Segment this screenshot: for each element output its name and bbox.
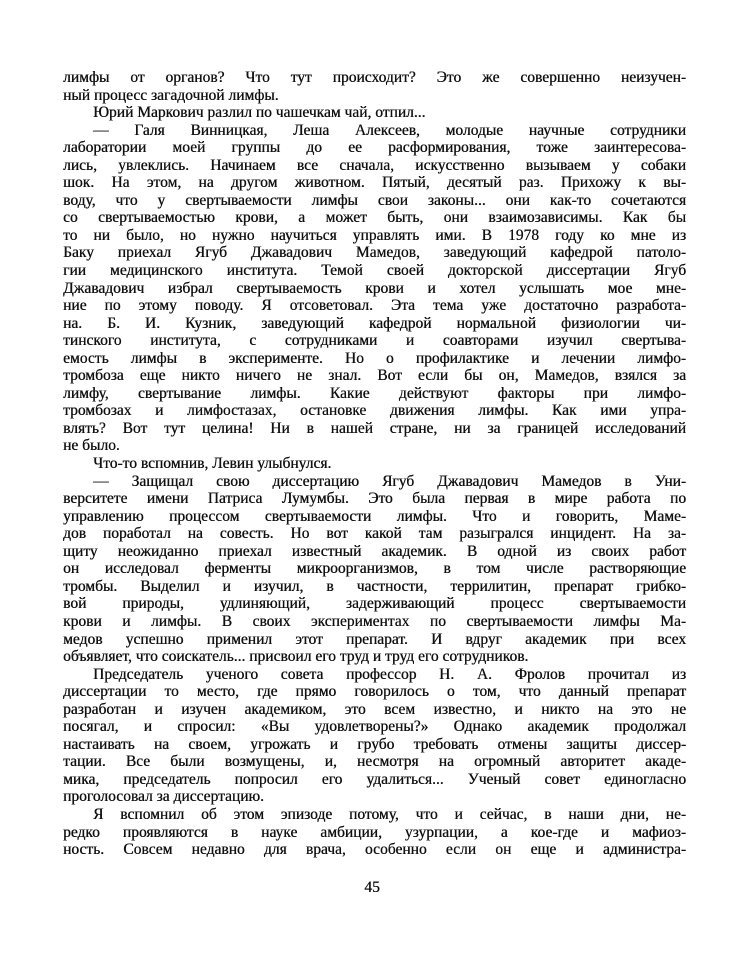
paragraph (63, 806, 686, 859)
paragraph (63, 122, 686, 455)
text-line: — Галя Винницкая, Леша Алексеев, молодые научные сотрудники (93, 121, 686, 139)
text-line: лимфу, свертывание лимфы. Какие действуют факторы при лимфо- (63, 384, 686, 402)
text-line: щиту неожиданно приехал известный академик. В одной из своих работ (63, 542, 686, 560)
text-line: мика, председатель попросил его удалиться... Ученый совет единогласно (63, 770, 686, 788)
text-line: — Защищал свою диссертацию Ягуб Джавадович Мамедов в Уни- (93, 472, 686, 490)
text-line: настаивать на своем, угрожать и грубо требовать отмены защиты диссер- (63, 735, 686, 753)
text-line: медов успешно применил этот препарат. И вдруг академик при всех (63, 630, 686, 648)
text-line: Председатель ученого совета профессор Н. А. Фролов прочитал из (93, 665, 686, 683)
text-line: шок. На этом, на другом животном. Пятый, десятый раз. Прихожу к вы- (63, 174, 686, 192)
text-line: со свертываемостью крови, а может быть, они взаимозависимы. Как бы (63, 209, 686, 227)
text-line: гии медицинского института. Темой своей докторской диссертации Ягуб (63, 262, 686, 280)
text-line: тромбозах и лимфостазах, остановке движения лимфы. Как ими упра- (63, 402, 686, 420)
text-line: ние по этому поводу. Я отсоветовал. Эта тема уже достаточно разработа- (63, 297, 686, 315)
text-line: тации. Все были возмущены, и, несмотря на огромный авторитет акаде- (63, 753, 686, 771)
text-line: Юрий Маркович разлил по чашечкам чай, отпил... (93, 104, 426, 122)
text-line: разработан и изучен академиком, это всем известно, и никто на это не (63, 700, 686, 718)
text-line: лись, увлеклись. Начинаем все сначала, искусственно вызываем у собаки (63, 156, 686, 174)
text-line: проголосовал за диссертацию. (63, 788, 264, 806)
text-line: Я вспомнил об этом эпизоде потому, что и сейчас, в наши дни, не- (93, 805, 686, 823)
text-line: Баку приехал Ягуб Джавадович Мамедов, заведующий кафедрой патоло- (63, 244, 686, 262)
text-line: он исследовал ферменты микроорганизмов, в том числе растворяющие (63, 560, 686, 578)
paragraph (63, 455, 686, 473)
text-line: диссертации то место, где прямо говорилось о том, что данный препарат (63, 683, 686, 701)
text-line: лаборатории моей группы до ее расформирования, тоже заинтересова- (63, 139, 686, 157)
text-line: крови и лимфы. В своих экспериментах по свертываемости лимфы Ма- (63, 612, 686, 630)
text-line: не было. (63, 437, 120, 455)
text-block (63, 69, 686, 859)
paragraph (63, 666, 686, 806)
text-line: влять? Вот тут целина! Ни в нашей стране, ни за границей исследований (63, 419, 686, 437)
text-line: посягал, и спросил: «Вы удовлетворены?» Однако академик продолжал (63, 718, 686, 736)
text-line: объявляет, что соискатель... присвоил его труд и труд его сотрудников. (63, 648, 529, 666)
text-line: тромбоза еще никто ничего не знал. Вот если бы он, Мамедов, взялся за (63, 367, 686, 385)
text-line: Что-то вспомнив, Левин улыбнулся. (93, 455, 332, 473)
paragraph (63, 473, 686, 666)
paragraph (63, 104, 686, 122)
text-line: емость лимфы в эксперименте. Но о профилактике и лечении лимфо- (63, 349, 686, 367)
text-line: вой природы, удлиняющий, задерживающий процесс свертываемости (63, 595, 686, 613)
text-line: тинского института, с сотрудниками и соавторами изучил свертыва- (63, 332, 686, 350)
text-line: лимфы от органов? Что тут происходит? Это же совершенно неизучен- (63, 69, 686, 86)
text-line: то ни было, но нужно научиться управлять ими. В 1978 году ко мне из (63, 226, 686, 244)
paragraph (63, 69, 686, 104)
text-line: ный процесс загадочной лимфы. (63, 86, 279, 104)
text-line: редко проявляются в науке амбиции, узурпации, а кое-где и мафиоз- (63, 823, 686, 841)
text-line: воду, что у свертываемости лимфы свои законы... они как-то сочетаются (63, 191, 686, 209)
text-line: тромбы. Выделил и изучил, в частности, террилитин, препарат грибко- (63, 577, 686, 595)
page-number: 45 (364, 879, 380, 896)
text-line: верситете имени Патриса Лумумбы. Это была первая в мире работа по (63, 490, 686, 508)
text-line: управлению процессом свертываемости лимфы. Что и говорить, Маме- (63, 507, 686, 525)
text-line: на. Б. И. Кузник, заведующий кафедрой нормальной физиологии чи- (63, 314, 686, 332)
text-line: Джавадович избрал свертываемость крови и хотел услышать мое мне- (63, 279, 686, 297)
text-line: дов поработал на совесть. Но вот какой там разыгрался инцидент. На за- (63, 525, 686, 543)
text-line: ность. Совсем недавно для врача, особенно если он еще и администра- (63, 841, 686, 859)
